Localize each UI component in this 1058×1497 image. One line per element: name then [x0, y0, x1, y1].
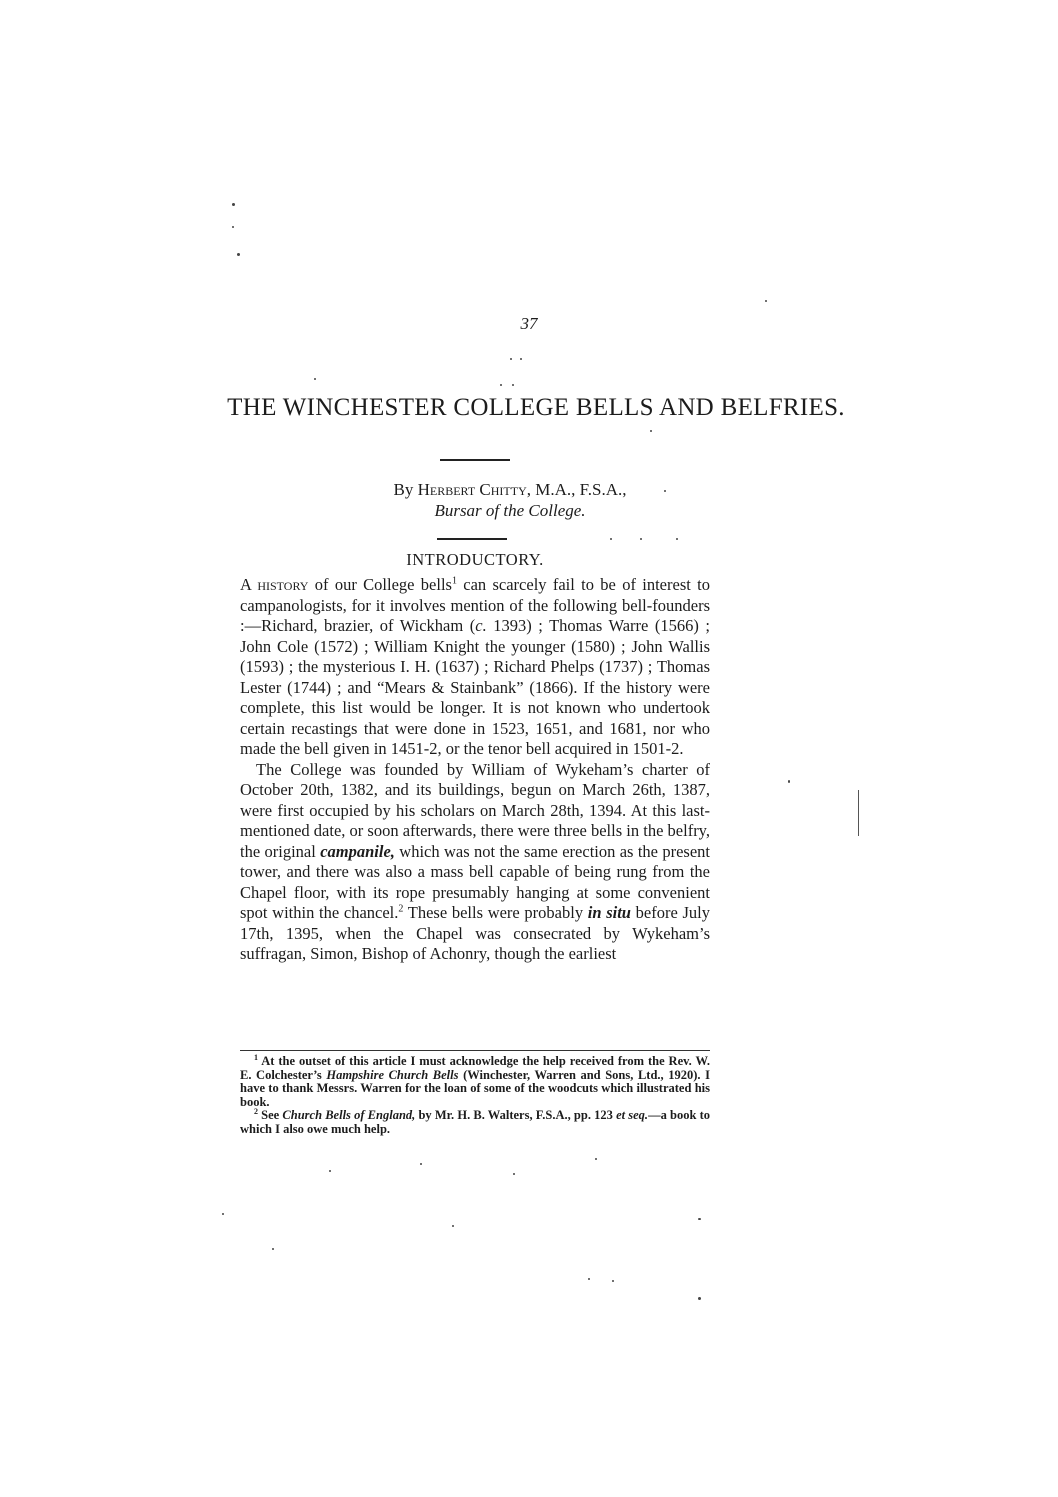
footnote-divider	[240, 1050, 710, 1051]
paragraph-text: can scarcely fail to be of interest to campanologists, for it involves mention of the following bell-founders :—Richard, brazier, of Wickham (	[240, 575, 710, 635]
scan-speck	[640, 538, 642, 540]
scan-speck	[222, 1213, 224, 1215]
paragraph	[240, 760, 710, 965]
paragraph-text: before July 17th, 1395, when the Chapel was consecrated by Wykeham’s suffragan, Simon, Bishop of Achonry, though the earliest	[240, 903, 710, 963]
emphasis-campanile: campanile,	[320, 841, 395, 861]
byline-by: By	[393, 480, 414, 499]
footnote-text: At the outset of this article I must acknowledge the help received from the Rev. W. E. Colchester’s	[240, 1054, 710, 1082]
scan-speck	[610, 538, 612, 540]
paragraph-text: of our College bells	[308, 575, 452, 594]
scan-speck	[698, 1218, 701, 1220]
footnote-ref: 1	[451, 575, 457, 587]
footnote-mark: 1	[254, 1052, 258, 1062]
et-seq: et seq.	[616, 1108, 649, 1122]
author-affiliation: Bursar of the College.	[434, 501, 586, 520]
scan-speck	[510, 358, 512, 360]
emphasis-in-situ: in situ	[587, 903, 631, 922]
footnote-text: by Mr. H. B. Walters, F.S.A., pp. 123	[415, 1108, 617, 1122]
footnote-text: (Winchester, Warren and Sons, Ltd., 1920). I have to thank Messrs. Warren for the loan of some of the woodcuts which illustrated his book.	[240, 1067, 710, 1109]
scan-speck	[698, 1297, 701, 1300]
title-divider	[440, 459, 510, 461]
book-title: Hampshire Church Bells	[326, 1067, 459, 1082]
byline-divider	[437, 538, 507, 540]
paragraph-text: The College was founded by William of Wykeham’s charter of October 20th, 1382, and its buildings, begun on March 26th, 1387, were first occupied by his scholars on March 28th, 1394. At this last-mentioned date, or soon afterwards, there were three bells in the belfry, the original	[240, 759, 710, 861]
scan-speck	[500, 384, 502, 386]
footnote-ref: 2	[398, 903, 404, 915]
paragraph	[240, 575, 710, 760]
article-body	[240, 575, 710, 965]
scan-speck	[612, 1280, 614, 1282]
scan-speck	[588, 1278, 590, 1280]
scan-speck	[329, 1170, 331, 1172]
footnote	[240, 1052, 710, 1109]
scan-edge-mark	[858, 790, 859, 836]
paragraph-text: These bells were probably	[403, 903, 588, 922]
scan-speck	[237, 253, 240, 256]
scan-speck	[650, 430, 652, 432]
paragraph-text: 1393) ; Thomas Warre (1566) ; John Cole (1572) ; William Knight the younger (1580) ; John Wallis (1593) ; the mysterious I. H. (1637) ; Richard Phelps (1737) ; Thomas Lester (1744) ; and “Mears & Stainbank” (1866). If the history were complete, this list would be longer. It is not known who undertook certain recastings that were done in 1523, 1651, and 1681, nor who made the bell given in 1451-2, or the tenor bell acquired in 1501-2.	[240, 616, 710, 758]
scan-speck	[232, 226, 234, 228]
scan-speck	[595, 1158, 597, 1160]
scan-speck	[788, 780, 790, 783]
author-byline	[300, 478, 720, 502]
scan-speck	[452, 1225, 454, 1227]
circa-abbrev: c.	[475, 616, 487, 635]
scan-speck	[272, 1248, 274, 1250]
scan-speck	[513, 1173, 515, 1175]
footnote-text: —a book to which I also owe much help.	[240, 1108, 710, 1136]
author-name: Herbert Chitty	[417, 480, 527, 499]
article-title: THE WINCHESTER COLLEGE BELLS AND BELFRIES.	[227, 394, 845, 421]
book-title: Church Bells of England,	[282, 1108, 416, 1122]
paragraph-lead: A history	[240, 575, 309, 594]
scan-speck	[314, 378, 316, 380]
section-heading: INTRODUCTORY.	[406, 550, 544, 569]
page-number: 37	[520, 314, 538, 333]
scan-speck	[512, 384, 514, 386]
scan-speck	[420, 1163, 422, 1165]
footnote	[240, 1106, 710, 1136]
paragraph-text: which was not the same erection as the present tower, and there was also a mass bell capable of being rung from the Chapel floor, with its rope presumably hanging at some convenient spot within the chancel.	[240, 841, 711, 922]
scan-speck	[232, 203, 235, 206]
author-credentials: , M.A., F.S.A.,	[526, 480, 627, 499]
footnote-text: See	[258, 1108, 283, 1122]
scan-speck	[520, 358, 522, 360]
footnotes	[240, 1052, 710, 1136]
footnote-mark: 2	[254, 1106, 258, 1116]
scan-speck	[765, 300, 767, 302]
scan-speck	[676, 538, 678, 540]
